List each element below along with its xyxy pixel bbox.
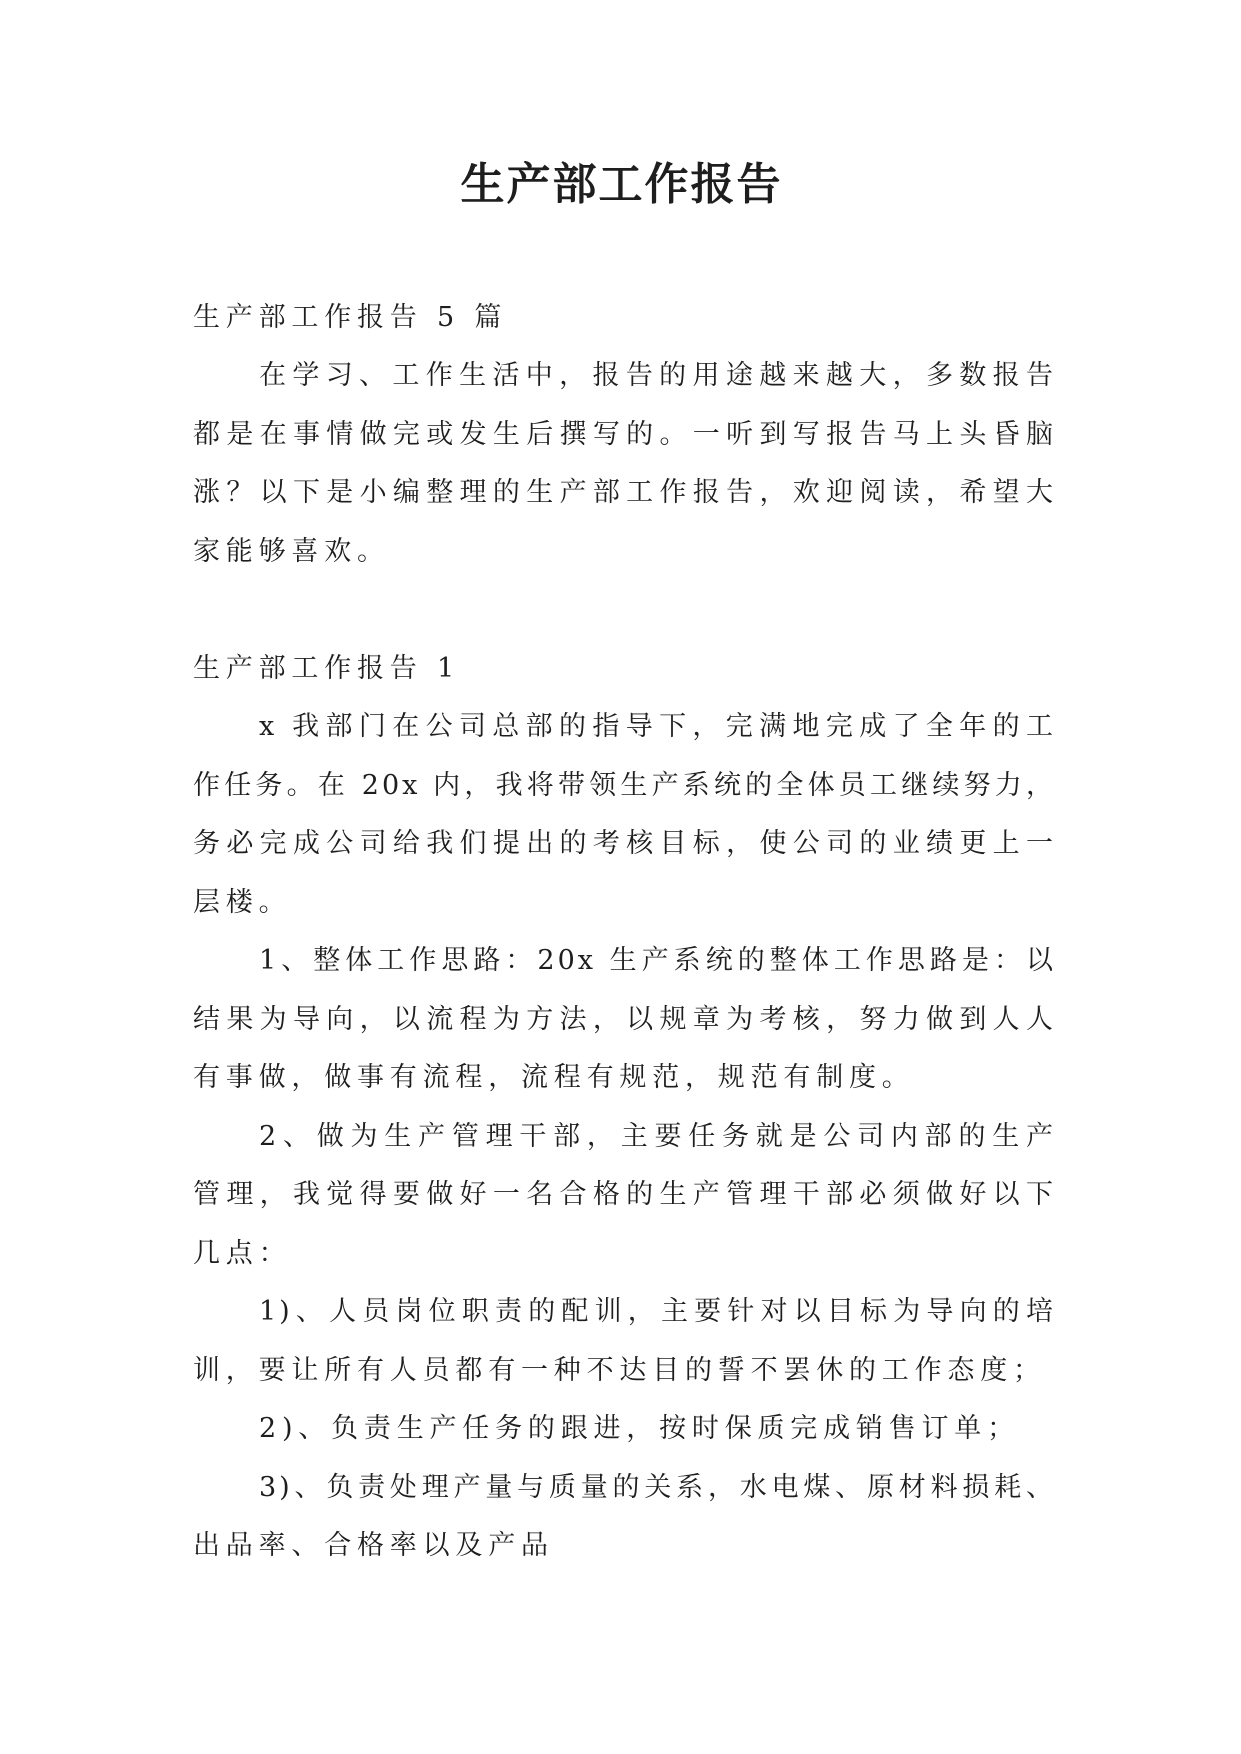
- paragraph: [193, 698, 1056, 932]
- text-line: 出品率、合格率以及产品: [193, 1530, 554, 1562]
- text-line: 作任务。在 20x 内，我将带领生产系统的全体员工继续努力，: [193, 769, 1056, 801]
- paragraph: [193, 1459, 1056, 1576]
- text-line: 层楼。: [193, 886, 292, 918]
- paragraph: [193, 932, 1056, 1108]
- text-line: 2)、负责生产任务的跟进，按时保质完成销售订单；: [259, 1413, 1020, 1445]
- paragraph: [193, 1400, 1056, 1459]
- document-body: [193, 289, 1056, 1576]
- intro-heading: 生产部工作报告 5 篇: [193, 301, 508, 333]
- text-line: 有事做，做事有流程，流程有规范，规范有制度。: [193, 1062, 915, 1094]
- text-line: 1)、人员岗位职责的配训，主要针对以目标为导向的培: [259, 1296, 1056, 1328]
- text-line: 管理，我觉得要做好一名合格的生产管理干部必须做好以下: [193, 1179, 1056, 1211]
- intro-paragraph: [193, 347, 1056, 581]
- paragraph: [193, 1108, 1056, 1284]
- text-line: 结果为导向，以流程为方法，以规章为考核，努力做到人人: [193, 1003, 1056, 1035]
- report-1-heading: 生产部工作报告 1: [193, 652, 460, 684]
- text-line: 几点：: [193, 1237, 292, 1269]
- text-line: 务必完成公司给我们提出的考核目标，使公司的业绩更上一: [193, 828, 1056, 860]
- paragraph: [193, 1283, 1056, 1400]
- text-line: 在学习、工作生活中，报告的用途越来越大，多数报告: [259, 360, 1056, 392]
- text-line: 训，要让所有人员都有一种不达目的誓不罢休的工作态度；: [193, 1354, 1046, 1386]
- text-line: 涨？以下是小编整理的生产部工作报告，欢迎阅读，希望大: [193, 477, 1056, 509]
- document-title: 生产部工作报告: [460, 159, 783, 210]
- text-line: 3)、负责处理产量与质量的关系，水电煤、原材料损耗、: [259, 1471, 1056, 1503]
- text-line: 2、做为生产管理干部，主要任务就是公司内部的生产: [259, 1120, 1056, 1152]
- blank-line: [193, 581, 1056, 640]
- text-line: x 我部门在公司总部的指导下，完满地完成了全年的工: [259, 711, 1056, 743]
- text-line: 都是在事情做完或发生后撰写的。一听到写报告马上头昏脑: [193, 418, 1056, 450]
- text-line: 1、整体工作思路：20x 生产系统的整体工作思路是：以: [259, 945, 1056, 977]
- text-line: 家能够喜欢。: [193, 535, 390, 567]
